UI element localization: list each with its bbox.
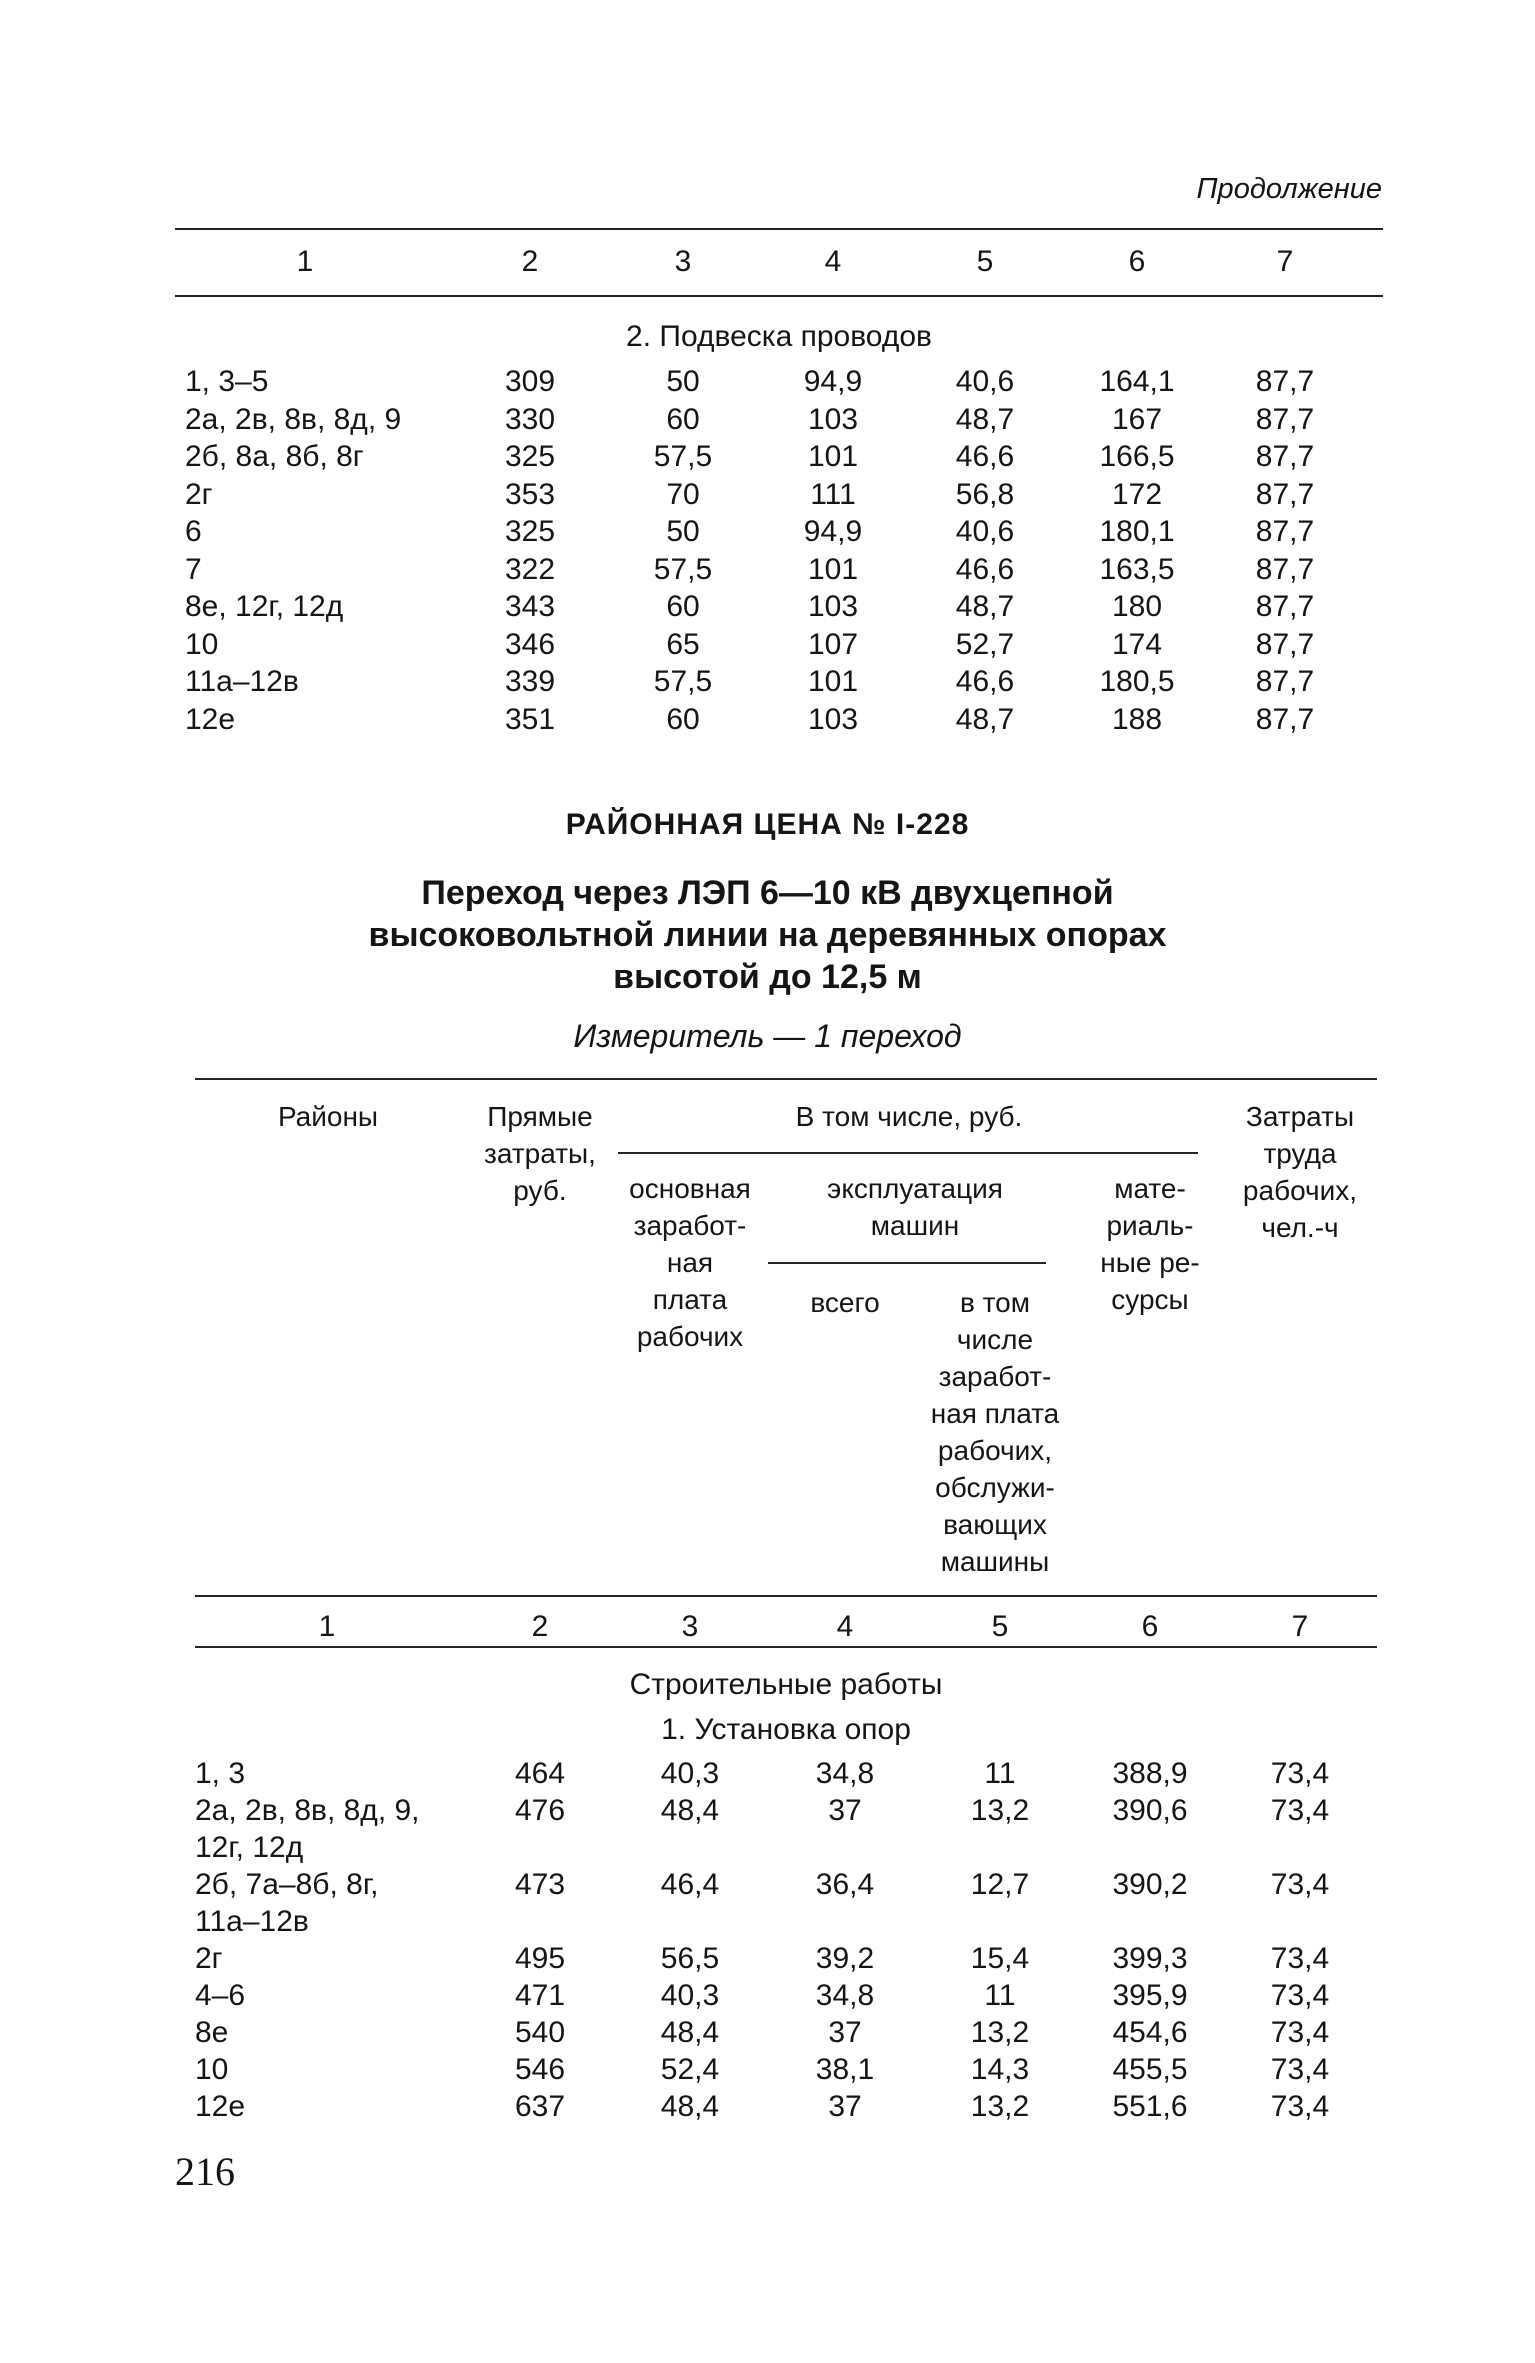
header-machines-wages <box>905 1284 1085 1580</box>
row-label: 2а, 2в, 8в, 8д, 9 <box>185 402 402 436</box>
header-direct-costs <box>450 1098 630 1209</box>
row-label: 12е <box>185 702 236 736</box>
table-cell: 101 <box>807 552 859 586</box>
price-title-line: Переход через ЛЭП 6—10 кВ двухцепной <box>421 874 1114 912</box>
header-line: Прямые <box>487 1101 593 1132</box>
table-cell: 46,6 <box>955 552 1015 586</box>
table-cell: 351 <box>504 702 556 736</box>
header-line: в том <box>960 1287 1030 1318</box>
header-line: рабочих, <box>937 1435 1053 1466</box>
table-row <box>0 626 1535 663</box>
table-cell: 65 <box>666 627 700 661</box>
table-cell: 46,6 <box>955 440 1015 473</box>
header-line: затраты, <box>484 1138 596 1169</box>
table-cell: 551,6 <box>1112 2090 1188 2123</box>
header-line: Затраты <box>1245 1101 1355 1132</box>
table-cell: 73,4 <box>1270 1979 1330 2012</box>
header-including-rule <box>618 1152 1198 1154</box>
header-line: числе <box>956 1324 1034 1355</box>
table-cell: 56,8 <box>955 477 1015 511</box>
header-line: эксплуатация <box>827 1173 1003 1204</box>
table1-section-title: 2. Подвеска проводов <box>626 320 932 353</box>
table-cell: 37 <box>828 2090 862 2123</box>
table-cell: 13,2 <box>970 2016 1030 2049</box>
header-machines <box>770 1170 1060 1244</box>
table-cell: 50 <box>666 515 700 548</box>
header-line: обслужи- <box>935 1472 1055 1503</box>
table-cell: 48,4 <box>660 1794 720 1827</box>
table-cell: 399,3 <box>1112 1942 1188 1975</box>
row-label-line: 11а–12в <box>195 1905 309 1938</box>
table-cell: 103 <box>807 402 859 436</box>
table-row <box>0 663 1535 700</box>
table-cell: 87,7 <box>1255 477 1315 511</box>
table-cell: 73,4 <box>1270 2016 1330 2049</box>
table-cell: 103 <box>807 590 859 623</box>
table-cell: 343 <box>504 590 556 623</box>
table-cell: 34,8 <box>815 1757 875 1790</box>
table-cell: 87,7 <box>1255 552 1315 586</box>
column-number: 1 <box>296 245 314 278</box>
table-row <box>0 476 1535 513</box>
table-cell: 40,6 <box>955 515 1015 548</box>
row-label <box>195 1792 420 1866</box>
column-number: 2 <box>521 245 539 278</box>
row-label-line: 2б, 7а–8б, 8г, <box>195 1868 379 1901</box>
table-cell: 73,4 <box>1270 1868 1330 1901</box>
table-row <box>0 401 1535 438</box>
table-cell: 39,2 <box>815 1942 875 1975</box>
table-cell: 87,7 <box>1255 365 1315 398</box>
table-cell: 180 <box>1111 590 1163 623</box>
header-line: сурсы <box>1111 1284 1189 1315</box>
table-cell: 87,7 <box>1255 515 1315 548</box>
table-cell: 34,8 <box>815 1979 875 2012</box>
table-cell: 540 <box>514 2016 566 2049</box>
table-cell: 87,7 <box>1255 627 1315 661</box>
price-heading: РАЙОННАЯ ЦЕНА № I-228 <box>565 808 970 841</box>
column-number: 2 <box>531 1610 549 1643</box>
table-cell: 40,3 <box>660 1979 720 2012</box>
table-cell: 46,4 <box>660 1868 720 1901</box>
table-cell: 339 <box>504 665 556 698</box>
row-label-line: 2г <box>195 1942 223 1975</box>
table-cell: 166,5 <box>1099 440 1175 473</box>
table-row <box>0 513 1535 550</box>
table-cell: 455,5 <box>1112 2053 1188 2086</box>
column-number: 6 <box>1141 1610 1159 1643</box>
table-cell: 395,9 <box>1112 1979 1188 2012</box>
table-cell: 164,1 <box>1099 365 1175 398</box>
row-label <box>195 2014 228 2051</box>
table-cell: 107 <box>807 627 859 661</box>
header-wages <box>605 1170 775 1355</box>
row-label: 2б, 8а, 8б, 8г <box>185 440 364 473</box>
table-cell: 390,2 <box>1112 1868 1188 1901</box>
table2-numbers-rule <box>195 1646 1377 1648</box>
table-cell: 73,4 <box>1270 1794 1330 1827</box>
row-label: 1, 3–5 <box>185 365 269 398</box>
table-cell: 60 <box>666 590 700 623</box>
table-cell: 37 <box>828 1794 862 1827</box>
header-line: машин <box>870 1210 960 1241</box>
header-line: ная <box>666 1247 714 1278</box>
row-label-line: 10 <box>195 2053 229 2086</box>
row-label <box>195 1940 223 1977</box>
header-line: руб. <box>513 1175 567 1206</box>
table-cell: 73,4 <box>1270 2053 1330 2086</box>
row-label <box>195 1977 245 2014</box>
table-cell: 388,9 <box>1112 1757 1188 1790</box>
table-cell: 46,6 <box>955 665 1015 698</box>
table-row <box>0 701 1535 738</box>
table-cell: 322 <box>504 552 556 586</box>
table-cell: 48,7 <box>955 590 1015 623</box>
row-label: 11а–12в <box>185 665 299 698</box>
column-number: 4 <box>824 245 842 278</box>
header-line: рабочих <box>636 1321 744 1352</box>
table-cell: 101 <box>807 440 859 473</box>
header-including: В том числе, руб. <box>795 1101 1023 1132</box>
header-machines-rule <box>768 1262 1046 1264</box>
table-cell: 52,7 <box>955 627 1015 661</box>
header-line: заработ- <box>633 1210 747 1241</box>
table-cell: 38,1 <box>815 2053 875 2086</box>
table-cell: 172 <box>1111 477 1163 511</box>
column-number: 1 <box>318 1610 336 1643</box>
table-cell: 40,6 <box>955 365 1015 398</box>
row-label: 10 <box>185 627 219 661</box>
table-cell: 330 <box>504 402 556 436</box>
table-cell: 73,4 <box>1270 1942 1330 1975</box>
table-cell: 14,3 <box>970 2053 1030 2086</box>
table2-subsection-title: 1. Установка опор <box>661 1713 911 1746</box>
table-cell: 476 <box>514 1794 566 1827</box>
row-label <box>195 1755 245 1792</box>
row-label-line: 2а, 2в, 8в, 8д, 9, <box>195 1794 420 1827</box>
table-cell: 48,4 <box>660 2090 720 2123</box>
table-cell: 13,2 <box>970 2090 1030 2123</box>
column-number: 3 <box>674 245 692 278</box>
table-cell: 87,7 <box>1255 590 1315 623</box>
header-line: чел.-ч <box>1261 1212 1339 1243</box>
table-cell: 167 <box>1111 402 1163 436</box>
table-cell: 495 <box>514 1942 566 1975</box>
table-cell: 57,5 <box>653 665 713 698</box>
table-cell: 12,7 <box>970 1868 1030 1901</box>
table-cell: 390,6 <box>1112 1794 1188 1827</box>
table-cell: 325 <box>504 515 556 548</box>
column-number: 7 <box>1276 245 1294 278</box>
header-labor <box>1210 1098 1390 1246</box>
header-materials <box>1075 1170 1225 1318</box>
row-label: 6 <box>185 515 202 548</box>
row-label-line: 12е <box>195 2090 246 2123</box>
table-cell: 174 <box>1111 627 1163 661</box>
table-cell: 111 <box>810 477 856 511</box>
header-line: плата <box>652 1284 728 1315</box>
table-cell: 37 <box>828 2016 862 2049</box>
row-label: 8е, 12г, 12д <box>185 590 344 623</box>
column-number: 3 <box>681 1610 699 1643</box>
row-label-line: 8е <box>195 2016 229 2049</box>
table-cell: 346 <box>504 627 556 661</box>
table-cell: 454,6 <box>1112 2016 1188 2049</box>
header-line: ные ре- <box>1100 1247 1200 1278</box>
table-cell: 48,7 <box>955 702 1015 736</box>
table-cell: 471 <box>514 1979 566 2012</box>
table-cell: 56,5 <box>660 1942 720 1975</box>
table-cell: 188 <box>1111 702 1163 736</box>
table1-top-rule <box>175 228 1383 230</box>
header-line: машины <box>940 1546 1050 1577</box>
table-cell: 40,3 <box>660 1757 720 1790</box>
header-line: вающих <box>943 1509 1047 1540</box>
row-label: 7 <box>185 552 202 586</box>
table-cell: 70 <box>666 477 700 511</box>
table-cell: 48,7 <box>955 402 1015 436</box>
table-cell: 11 <box>984 1979 1016 2012</box>
table1-header-rule <box>175 295 1383 297</box>
price-title-line: высоковольтной линии на деревянных опорах <box>368 916 1167 954</box>
header-line: ная плата <box>930 1398 1060 1429</box>
table-cell: 48,4 <box>660 2016 720 2049</box>
table-row <box>0 363 1535 400</box>
table2-section-title: Строительные работы <box>629 1668 943 1701</box>
header-line: основная <box>629 1173 751 1204</box>
table-cell: 11 <box>984 1757 1016 1790</box>
table-cell: 57,5 <box>653 440 713 473</box>
column-number: 5 <box>991 1610 1009 1643</box>
unit-label: Измеритель — 1 переход <box>573 1018 962 1054</box>
column-number: 7 <box>1291 1610 1309 1643</box>
row-label <box>195 1866 378 1940</box>
header-machines-total: всего <box>810 1287 880 1318</box>
header-line: рабочих, <box>1242 1175 1358 1206</box>
row-label <box>195 2088 245 2125</box>
continuation-label: Продолжение <box>1196 173 1382 205</box>
column-number: 4 <box>836 1610 854 1643</box>
table-cell: 103 <box>807 702 859 736</box>
table2-top-rule <box>195 1078 1377 1080</box>
row-label-line: 12г, 12д <box>195 1831 304 1864</box>
page-number: 216 <box>175 2149 235 2194</box>
table-cell: 60 <box>666 402 700 436</box>
table-cell: 60 <box>666 702 700 736</box>
table-cell: 87,7 <box>1255 402 1315 436</box>
table-cell: 464 <box>514 1757 566 1790</box>
table-cell: 180,5 <box>1099 665 1175 698</box>
table-row <box>0 438 1535 475</box>
header-line: риаль- <box>1106 1210 1194 1241</box>
header-regions: Районы <box>277 1101 379 1132</box>
table-cell: 94,9 <box>803 515 863 548</box>
row-label-line: 4–6 <box>195 1979 246 2012</box>
table-cell: 73,4 <box>1270 2090 1330 2123</box>
table-cell: 309 <box>504 365 556 398</box>
row-label: 2г <box>185 477 213 511</box>
table-cell: 94,9 <box>803 365 863 398</box>
table-cell: 52,4 <box>660 2053 720 2086</box>
price-title-line: высотой до 12,5 м <box>613 958 922 996</box>
table-cell: 50 <box>666 365 700 398</box>
table-cell: 13,2 <box>970 1794 1030 1827</box>
table-cell: 87,7 <box>1255 665 1315 698</box>
table-cell: 87,7 <box>1255 702 1315 736</box>
table-cell: 87,7 <box>1255 440 1315 473</box>
table-cell: 353 <box>504 477 556 511</box>
table-cell: 73,4 <box>1270 1757 1330 1790</box>
table2-header-rule <box>195 1595 1377 1597</box>
column-number: 6 <box>1128 245 1146 278</box>
table-cell: 101 <box>807 665 859 698</box>
table-cell: 473 <box>514 1868 566 1901</box>
table-cell: 637 <box>514 2090 566 2123</box>
table-cell: 180,1 <box>1099 515 1175 548</box>
table-cell: 163,5 <box>1099 552 1175 586</box>
table-cell: 546 <box>514 2053 566 2086</box>
header-line: труда <box>1263 1138 1337 1169</box>
table-cell: 36,4 <box>815 1868 875 1901</box>
table-cell: 325 <box>504 440 556 473</box>
row-label <box>195 2051 228 2088</box>
header-line: мате- <box>1114 1173 1186 1204</box>
row-label-line: 1, 3 <box>195 1757 246 1790</box>
table-row <box>0 551 1535 588</box>
header-line: заработ- <box>938 1361 1052 1392</box>
table-cell: 57,5 <box>653 552 713 586</box>
table-cell: 15,4 <box>970 1942 1030 1975</box>
price-title <box>0 872 1535 998</box>
column-number: 5 <box>976 245 994 278</box>
table-row <box>0 588 1535 625</box>
